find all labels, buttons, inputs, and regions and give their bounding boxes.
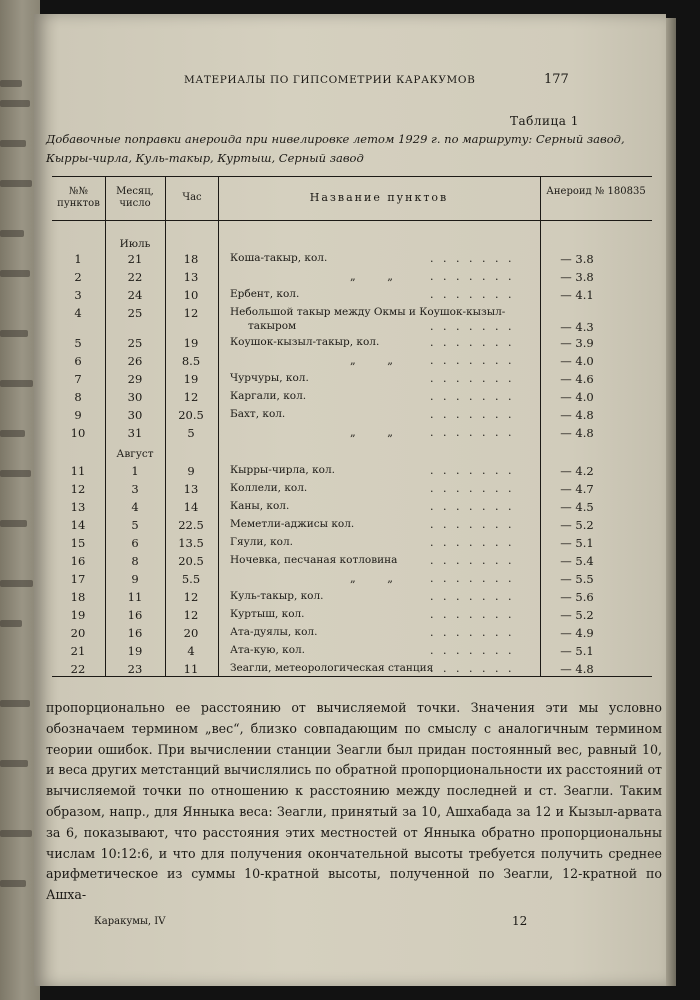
month-label: Июль (119, 238, 151, 250)
row-hour: 12 (183, 608, 199, 622)
row-correction: — 4.0 (560, 354, 594, 368)
row-point-name: Бахт, кол. (230, 408, 286, 420)
page-stack-edge (666, 18, 676, 986)
book-page (34, 14, 666, 986)
row-correction: — 3.9 (560, 336, 594, 350)
row-number: 2 (74, 270, 82, 284)
row-correction: — 4.9 (560, 626, 594, 640)
row-hour: 20.5 (178, 554, 204, 568)
row-number: 20 (70, 626, 86, 640)
row-point-name: Куртыш, кол. (230, 608, 305, 620)
row-hour: 11 (183, 662, 199, 676)
row-day: 1 (131, 464, 139, 478)
table-header-rule (52, 220, 652, 221)
row-hour: 4 (187, 644, 195, 658)
row-correction: — 5.5 (560, 572, 594, 586)
leader-dots: . . . . . . . (430, 662, 515, 675)
ditto-mark: „ „ (350, 270, 407, 283)
leader-dots: . . . . . . . (430, 464, 515, 477)
row-hour: 13 (183, 482, 199, 496)
row-number: 8 (74, 390, 82, 404)
row-correction: — 4.6 (560, 372, 594, 386)
row-point-name: Зеагли, метеорологическая станция (230, 662, 434, 674)
row-hour: 22.5 (178, 518, 204, 532)
row-correction: — 3.8 (560, 270, 594, 284)
row-hour: 20.5 (178, 408, 204, 422)
row-day: 30 (127, 390, 143, 404)
row-point-name: Гяули, кол. (230, 536, 293, 548)
header-aneroid: Анероид № 180835 (546, 186, 646, 197)
footer-signature-right: 12 (512, 914, 528, 928)
leader-dots: . . . . . . . (430, 320, 515, 333)
row-correction: — 4.5 (560, 500, 594, 514)
leader-dots: . . . . . . . (430, 500, 515, 513)
row-point-name: Коллели, кол. (230, 482, 308, 494)
header-num: №№ пунктов (57, 186, 100, 209)
row-point-name: Меметли-аджисы кол. (230, 518, 355, 530)
header-hour: Час (182, 192, 202, 203)
row-point-name: Куль-такыр, кол. (230, 590, 324, 602)
row-number: 16 (70, 554, 86, 568)
row-correction: — 4.1 (560, 288, 594, 302)
row-day: 11 (127, 590, 143, 604)
row-day: 21 (127, 252, 143, 266)
row-hour: 12 (183, 590, 199, 604)
row-correction: — 4.8 (560, 408, 594, 422)
row-hour: 9 (187, 464, 195, 478)
header-name: Название пунктов (309, 191, 449, 204)
row-correction: — 5.4 (560, 554, 594, 568)
row-hour: 12 (183, 390, 199, 404)
row-correction: — 4.3 (560, 320, 594, 334)
table-top-rule (52, 176, 652, 177)
row-number: 17 (70, 572, 86, 586)
ditto-mark: „ „ (350, 572, 407, 585)
row-number: 11 (70, 464, 86, 478)
body-paragraph: пропорционально ее расстоянию от вычисляемой точки. Значения эти мы условно обозначаем термином „вес“, близко совпадающим по смыслу с аналогичным термином теории ошибок. При вычислении станции Зеагли был придан постоянный вес, равный 10, и веса других метстанций вычислялись по обратной пропорциональности их расстояний от вычисляемой точки по отношению к расстоянию между последней и ст. Зеагли. Таким образом, напр., для Янныка веса: Зеагли, принятый за 10, Ашхабада за 12 и Кызыл-арвата за 6, показывают, что расстояния этих местностей от Янныка обратно пропорциональны числам 10:12:6, и что для получения окончательной высоты требуется получить среднее арифметическое из суммы 10-кратной высоты, полученной по Зеагли, 12-кратной по Ашха- (46, 700, 662, 903)
leader-dots: . . . . . . . (430, 536, 515, 549)
row-point-name: Чурчуры, кол. (230, 372, 309, 384)
row-correction: — 5.2 (560, 608, 594, 622)
row-day: 29 (127, 372, 143, 386)
row-point-name: Ата-дуялы, кол. (230, 626, 318, 638)
leader-dots: . . . . . . . (430, 270, 515, 283)
row-correction: — 4.2 (560, 464, 594, 478)
ditto-mark: „ „ (350, 426, 407, 439)
row-number: 5 (74, 336, 82, 350)
leader-dots: . . . . . . . (430, 372, 515, 385)
row-day: 31 (127, 426, 143, 440)
leader-dots: . . . . . . . (430, 482, 515, 495)
leader-dots: . . . . . . . (430, 554, 515, 567)
page-number: 177 (544, 72, 569, 87)
row-number: 14 (70, 518, 86, 532)
row-day: 22 (127, 270, 143, 284)
row-day: 25 (127, 306, 143, 320)
leader-dots: . . . . . . . (430, 288, 515, 301)
row-hour: 13.5 (178, 536, 204, 550)
table-label: Таблица 1 (510, 114, 579, 128)
row-point-name: Небольшой такыр между Окмы и Коушок-кызыл- (230, 306, 506, 318)
row-day: 16 (127, 626, 143, 640)
running-head: МАТЕРИАЛЫ ПО ГИПСОМЕТРИИ КАРАКУМОВ (184, 74, 476, 86)
row-day: 3 (131, 482, 139, 496)
leader-dots: . . . . . . . (430, 572, 515, 585)
row-day: 23 (127, 662, 143, 676)
row-point-name: Коушок-кызыл-такыр, кол. (230, 336, 380, 348)
row-number: 7 (74, 372, 82, 386)
row-day: 30 (127, 408, 143, 422)
row-number: 13 (70, 500, 86, 514)
row-point-name: Каны, кол. (230, 500, 290, 512)
row-day: 24 (127, 288, 143, 302)
row-day: 16 (127, 608, 143, 622)
row-hour: 12 (183, 306, 199, 320)
row-point-name: Ночевка, песчаная котловина (230, 554, 398, 566)
row-day: 26 (127, 354, 143, 368)
row-day: 19 (127, 644, 143, 658)
leader-dots: . . . . . . . (430, 252, 515, 265)
month-label: Август (116, 448, 154, 460)
leader-dots: . . . . . . . (430, 408, 515, 421)
leader-dots: . . . . . . . (430, 590, 515, 603)
footer-signature-left: Каракумы, IV (94, 916, 166, 927)
leader-dots: . . . . . . . (430, 426, 515, 439)
row-number: 21 (70, 644, 86, 658)
row-point-name-cont: такыром (248, 320, 297, 332)
leader-dots: . . . . . . . (430, 354, 515, 367)
row-day: 5 (131, 518, 139, 532)
row-hour: 18 (183, 252, 199, 266)
row-number: 12 (70, 482, 86, 496)
row-correction: — 4.8 (560, 662, 594, 676)
table-bottom-rule (52, 676, 652, 677)
row-hour: 19 (183, 336, 199, 350)
row-number: 3 (74, 288, 82, 302)
row-hour: 10 (183, 288, 199, 302)
row-number: 1 (74, 252, 82, 266)
leader-dots: . . . . . . . (430, 626, 515, 639)
row-hour: 5.5 (181, 572, 201, 586)
row-correction: — 4.8 (560, 426, 594, 440)
row-day: 8 (131, 554, 139, 568)
row-hour: 19 (183, 372, 199, 386)
row-number: 6 (74, 354, 82, 368)
row-day: 9 (131, 572, 139, 586)
row-number: 22 (70, 662, 86, 676)
row-point-name: Коша-такыр, кол. (230, 252, 328, 264)
row-hour: 14 (183, 500, 199, 514)
row-point-name: Кырры-чирла, кол. (230, 464, 335, 476)
header-day: Месяц, число (116, 186, 154, 209)
row-number: 15 (70, 536, 86, 550)
row-point-name: Каргали, кол. (230, 390, 307, 402)
leader-dots: . . . . . . . (430, 390, 515, 403)
row-hour: 20 (183, 626, 199, 640)
row-hour: 5 (187, 426, 195, 440)
leader-dots: . . . . . . . (430, 644, 515, 657)
ditto-mark: „ „ (350, 354, 407, 367)
row-point-name: Ербент, кол. (230, 288, 300, 300)
row-day: 4 (131, 500, 139, 514)
row-day: 6 (131, 536, 139, 550)
table-caption: Добавочные поправки анероида при нивелировке летом 1929 г. по маршруту: Серный завод, Кырры-чирла, Куль-такыр, Куртыш, Серный завод (46, 132, 625, 165)
row-number: 19 (70, 608, 86, 622)
aneroid-correction-table (52, 176, 652, 676)
row-point-name: Ата-кую, кол. (230, 644, 306, 656)
row-number: 4 (74, 306, 82, 320)
row-correction: — 4.7 (560, 482, 594, 496)
row-correction: — 5.1 (560, 536, 594, 550)
leader-dots: . . . . . . . (430, 518, 515, 531)
row-number: 9 (74, 408, 82, 422)
leader-dots: . . . . . . . (430, 608, 515, 621)
leader-dots: . . . . . . . (430, 336, 515, 349)
row-day: 25 (127, 336, 143, 350)
row-correction: — 5.6 (560, 590, 594, 604)
row-correction: — 4.0 (560, 390, 594, 404)
row-hour: 13 (183, 270, 199, 284)
row-number: 18 (70, 590, 86, 604)
row-number: 10 (70, 426, 86, 440)
row-correction: — 5.2 (560, 518, 594, 532)
row-correction: — 5.1 (560, 644, 594, 658)
row-hour: 8.5 (181, 354, 201, 368)
row-correction: — 3.8 (560, 252, 594, 266)
